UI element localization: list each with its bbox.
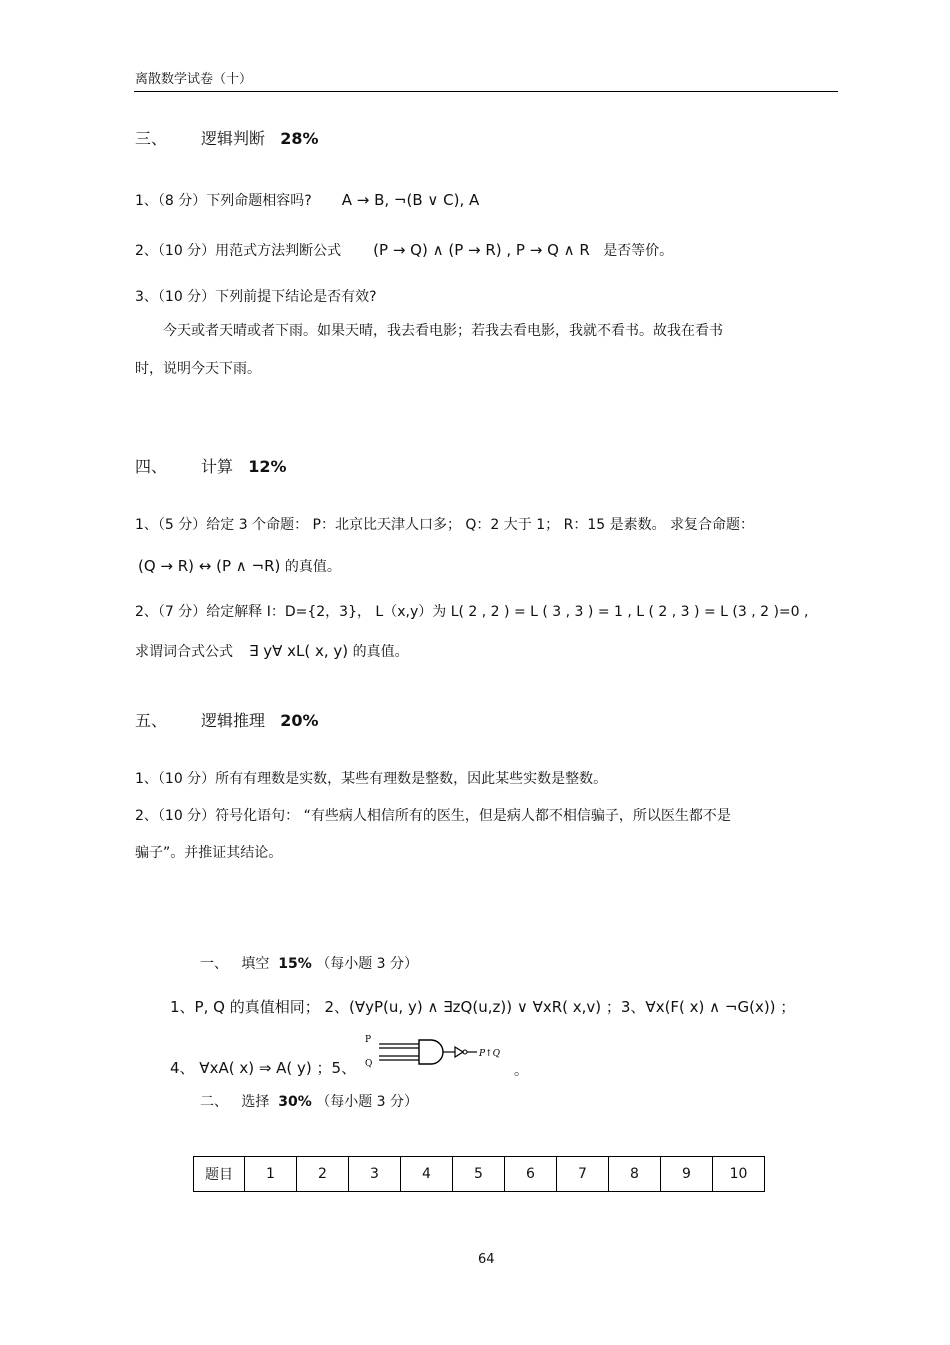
question-label: 2、（10 分）用范式方法判断公式 <box>135 243 342 259</box>
answer-fill-line2-end: 。 <box>514 1063 528 1079</box>
question-4-2-line2 <box>135 641 409 661</box>
question-label: 求谓词合式公式 <box>135 644 233 660</box>
table-row <box>194 1157 765 1192</box>
question-3-3-line1: 今天或者天晴或者下雨。如果天晴，我去看电影；若我去看电影，我就不看书。故我在看书 <box>163 323 723 339</box>
formula: (P → Q) ∧ (P → R) , P → Q ∧ R <box>373 241 590 259</box>
section-3-heading <box>135 126 319 149</box>
table-header-cell: 题目 <box>194 1157 245 1192</box>
table-cell: 3 <box>349 1157 401 1192</box>
section-percent: 12% <box>248 457 287 476</box>
section-number: 五、 <box>135 711 168 730</box>
question-4-1-line1: 1、（5 分）给定 3 个命题： P：北京比天津人口多； Q：2 大于 1； R：15 是素数。 求复合命题： <box>135 517 755 533</box>
question-tail: 的真值。 <box>352 644 409 660</box>
question-3-3-line2: 时，说明今天下雨。 <box>135 361 261 377</box>
question-3-3-label: 3、（10 分）下列前提下结论是否有效? <box>135 289 377 305</box>
section-percent: 30% <box>278 1094 312 1110</box>
section-number: 二、 <box>200 1094 228 1110</box>
answer-fill-line1: 1、P, Q 的真值相同； 2、(∀yP(u, y) ∧ ∃zQ(u,z)) ∨ ∀xR( x,v) ；3、∀x(F( x) ∧ ¬G(x)) ； <box>170 998 796 1016</box>
section-title: 逻辑判断 <box>201 129 266 148</box>
table-cell: 4 <box>401 1157 453 1192</box>
question-tail: 是否等价。 <box>603 243 674 259</box>
section-title: 计算 <box>201 457 234 476</box>
section-note: （每小题 3 分） <box>316 1094 419 1110</box>
gate-input-p: P <box>365 1035 372 1045</box>
answer-table <box>193 1156 765 1192</box>
section-percent: 20% <box>280 711 319 730</box>
question-4-1-line2 <box>138 556 341 576</box>
question-4-2-line1: 2、（7 分）给定解释 I：D={2，3}， L（x,y）为 L( 2 , 2 ) = L ( 3 , 3 ) = 1 , L ( 2 , 3 ) = L (3 , 2 )=0 , <box>135 604 809 620</box>
formula: ∃ y∀ xL( x, y) <box>249 642 349 660</box>
table-cell: 1 <box>245 1157 297 1192</box>
answer-choice-heading <box>200 1091 418 1111</box>
section-title: 逻辑推理 <box>201 711 266 730</box>
and-gate-shape <box>419 1040 443 1064</box>
answer-fill-heading <box>200 953 418 973</box>
section-title: 填空 <box>241 956 270 972</box>
question-5-2-line1: 2、（10 分）符号化语句： “有些病人相信所有的医生，但是病人都不相信骗子，所以医生都不是 <box>135 808 731 824</box>
table-cell: 5 <box>453 1157 505 1192</box>
header-rule <box>134 91 838 92</box>
question-3-1 <box>135 190 479 210</box>
question-5-1: 1、（10 分）所有有理数是实数，某些有理数是整数，因此某些实数是整数。 <box>135 771 608 787</box>
formula: A → B, ¬(B ∨ C), A <box>341 191 480 209</box>
section-number: 四、 <box>135 457 168 476</box>
table-cell: 9 <box>661 1157 713 1192</box>
section-number: 三、 <box>135 129 168 148</box>
section-note: （每小题 3 分） <box>316 956 419 972</box>
answer-fill-line2: 4、 ∀xA( x) ⇒ A( y) ；5、 <box>170 1059 357 1077</box>
table-cell: 8 <box>609 1157 661 1192</box>
nand-gate-diagram <box>365 1032 520 1072</box>
section-title: 选择 <box>241 1094 270 1110</box>
table-cell: 7 <box>557 1157 609 1192</box>
question-3-2 <box>135 240 673 260</box>
section-4-heading <box>135 454 287 477</box>
gate-output-label: P↑Q <box>479 1049 500 1059</box>
table-cell: 6 <box>505 1157 557 1192</box>
section-number: 一、 <box>200 956 228 972</box>
question-5-2-line2: 骗子”。并推证其结论。 <box>135 845 283 861</box>
page-header: 离散数学试卷（十） <box>135 72 253 87</box>
section-5-heading <box>135 708 319 731</box>
gate-input-q: Q <box>365 1059 373 1069</box>
formula: (Q → R) ↔ (P ∧ ¬R) <box>138 557 281 575</box>
question-label: 1、（8 分）下列命题相容吗? <box>135 193 312 209</box>
table-cell: 10 <box>713 1157 765 1192</box>
table-cell: 2 <box>297 1157 349 1192</box>
section-percent: 28% <box>280 129 319 148</box>
section-percent: 15% <box>278 956 312 972</box>
page-number: 64 <box>478 1252 495 1267</box>
question-tail: 的真值。 <box>284 559 341 575</box>
inverter-shape <box>455 1047 463 1057</box>
